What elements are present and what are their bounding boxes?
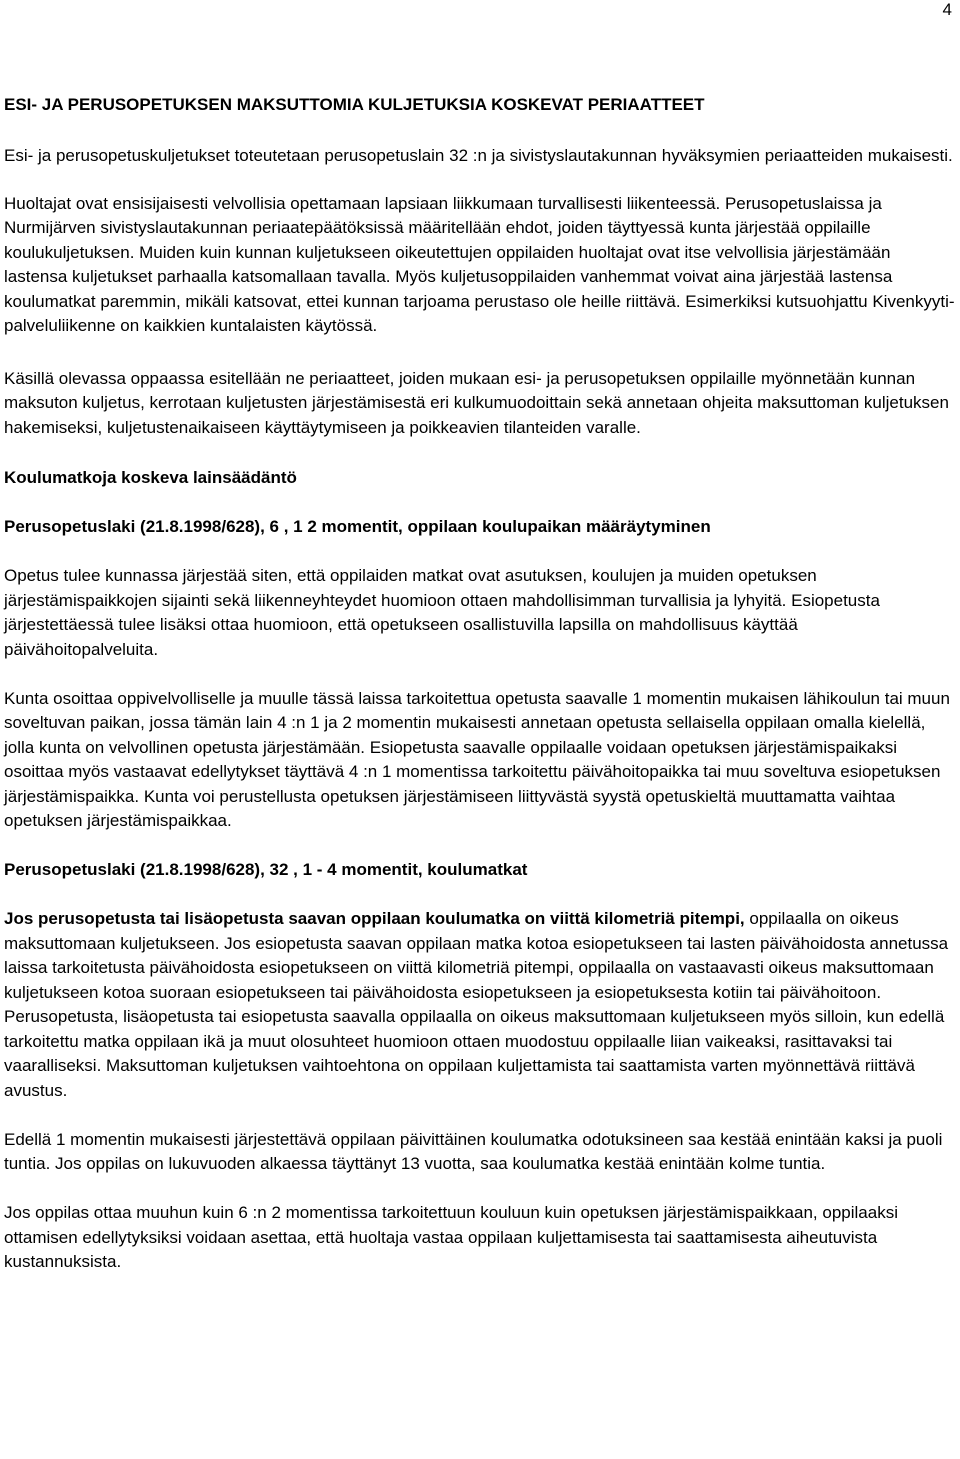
paragraph-guardians: Huoltajat ovat ensisijaisesti velvollisia opettamaan lapsiaan liikkumaan turvallisesti liikenteessä. Perusopetuslaissa ja Nurmijärven sivistyslautakunnan periaatepäätöksissä määritellään ehdot, joiden täyttyessä kunta järjestää oppilaille koulukuljetuksen. Muiden kuin kunnan kuljetukseen oikeutettujen oppilaiden huoltajat ovat itse velvollisia järjestämään lastensa kuljetukset parhaalla katsomallaan tavalla. Myös kuljetusoppilaiden vanhemmat voivat aina järjestää lastensa koulumatkat paremmin, mikäli katsovat, ettei kunnan tarjoama perustaso ole heille riittävä. Esimerkiksi kutsuohjattu Kivenkyyti-palveluliikenne on kaikkien kuntalaisten käytössä. [4, 193, 955, 335]
paragraph-free-transport [4, 907, 956, 1103]
paragraph-travel-time: Edellä 1 momentin mukaisesti järjestettävä oppilaan päivittäinen koulumatka odotuksineen saa kestää enintään kaksi ja puoli tuntia. Jos oppilas on lukuvuoden alkaessa täyttänyt 13 vuotta, saa koulumatka kestää enintään kolme tuntia. [4, 1129, 943, 1173]
paragraph-nearest-school: Kunta osoittaa oppivelvolliselle ja muulle tässä laissa tarkoitettua opetusta saavalle 1 momentin mukaisen lähikoulun tai muun soveltuvan paikan, jossa tämän lain 4 :n 1 ja 2 momentin mukaisesti annetaan opetusta sellaisella oppilaan omalla kielellä, jolla kunta on velvollinen opetusta järjestämään. Esiopetusta saavalle oppilaalle voidaan opetuksen järjestämispaikaksi osoittaa myös vastaavat edellytykset täyttävä 4 :n 1 momentissa tarkoitettu päivähoitopaikka tai muu soveltuva esiopetuksen järjestämispaikka. Kunta voi perustellusta opetuksen järjestämiseen liittyvästä syystä opetuskieltä muuttamatta vaihtaa opetuksen järjestämispaikkaa. [4, 688, 950, 830]
document-title: ESI- JA PERUSOPETUKSEN MAKSUTTOMIA KULJETUKSIA KOSKEVAT PERIAATTEET [4, 95, 705, 114]
heading-legislation: Koulumatkoja koskeva lainsäädäntö [4, 468, 297, 487]
heading-law-section-6: Perusopetuslaki (21.8.1998/628), 6 , 1 2 momentit, oppilaan koulupaikan määräytyminen [4, 517, 711, 536]
paragraph-other-school: Jos oppilas ottaa muuhun kuin 6 :n 2 momentissa tarkoitettuun kouluun kuin opetuksen järjestämispaikkaan, oppilaaksi ottamisen edellytyksiksi voidaan asettaa, että huoltaja vastaa oppilaan kuljettamisesta tai saattamisesta aiheutuvista kustannuksista. [4, 1203, 898, 1271]
paragraph-free-transport-rest: oppilaalla on oikeus maksuttomaan kuljetukseen. Jos esiopetusta saavan oppilaan matka kotoa esiopetukseen tai lasten päivähoidosta annetussa laissa tarkoitetusta päivähoidosta esiopetukseen on viittä kilometriä pitempi, oppilaalla on vastaavasti oikeus maksuttomaan kuljetukseen kotoa suoraan esiopetukseen tai päivähoidosta esiopetukseen ja esiopetuksesta kotiin tai päivähoitoon. Perusopetusta, lisäopetusta tai esiopetusta saavalla oppilaalla on oikeus maksuttomaan kuljetukseen myös silloin, kun edellä tarkoitettu matka oppilaan ikä ja muut olosuhteet huomioon ottaen muodostuu oppilaalle liian vaikeaksi, rasittavaksi tai vaaralliseksi. Maksuttoman kuljetuksen vaihtoehtona on oppilaan kuljettamista tai saattamista varten myönnettävä riittävä avustus. [4, 909, 949, 1100]
paragraph-school-placement: Opetus tulee kunnassa järjestää siten, että oppilaiden matkat ovat asutuksen, koulujen ja muiden opetuksen järjestämispaikkojen sijainti sekä liikenneyhteydet huomioon ottaen mahdollisimman turvallisia ja lyhyitä. Esiopetusta järjestettäessä tulee lisäksi ottaa huomioon, että opetukseen osallistuvilla lapsilla on mahdollisuus käyttää päivähoitopalveluita. [4, 566, 880, 659]
paragraph-intro: Esi- ja perusopetuskuljetukset toteutetaan perusopetuslain 32 :n ja sivistyslautakunnan hyväksymien periaatteiden mukaisesti. [4, 146, 953, 165]
page-number: 4 [942, 0, 952, 19]
document-body [4, 93, 956, 1275]
heading-law-section-32: Perusopetuslaki (21.8.1998/628), 32 , 1 - 4 momentit, koulumatkat [4, 860, 528, 879]
paragraph-free-transport-bold: Jos perusopetusta tai lisäopetusta saavan oppilaan koulumatka on viittä kilometriä pitempi, [4, 909, 745, 928]
paragraph-guide-purpose: Käsillä olevassa oppaassa esitellään ne periaatteet, joiden mukaan esi- ja perusopetuksen oppilaille myönnetään kunnan maksuton kuljetus, kerrotaan kuljetusten järjestämisestä eri kulkumuodoittain sekä annetaan ohjeita maksuttoman kuljetuksen hakemiseksi, kuljetustenaikaiseen käyttäytymiseen ja poikkeavien tilanteiden varalle. [4, 368, 949, 437]
